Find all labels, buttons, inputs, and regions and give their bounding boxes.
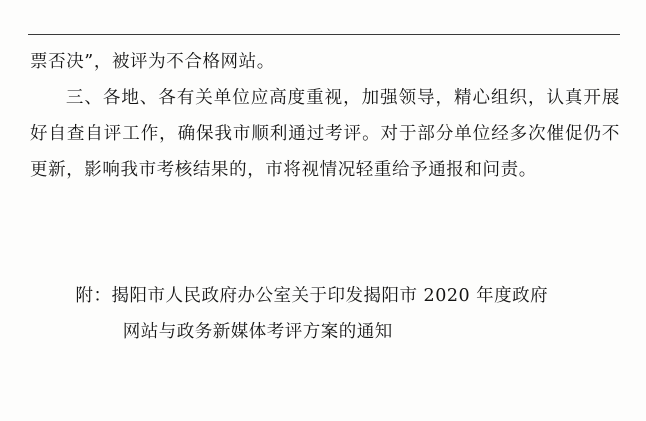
- attachment-block: [30, 278, 620, 350]
- header-rule: [28, 34, 620, 35]
- attachment-line-1: 附：揭阳市人民政府办公室关于印发揭阳市 2020 年度政府: [75, 286, 549, 306]
- attachment-line-2: 网站与政务新媒体考评方案的通知: [122, 322, 393, 342]
- paragraph-continuation: 票否决”，被评为不合格网站。: [30, 52, 275, 72]
- document-body: [30, 44, 620, 188]
- paragraph-item-three: 三、各地、各有关单位应高度重视，加强领导，精心组织，认真开展好自查自评工作，确保我市顺利通过考评。对于部分单位经多次催促仍不更新，影响我市考核结果的，市将视情况轻重给予通报和问责。: [30, 88, 620, 180]
